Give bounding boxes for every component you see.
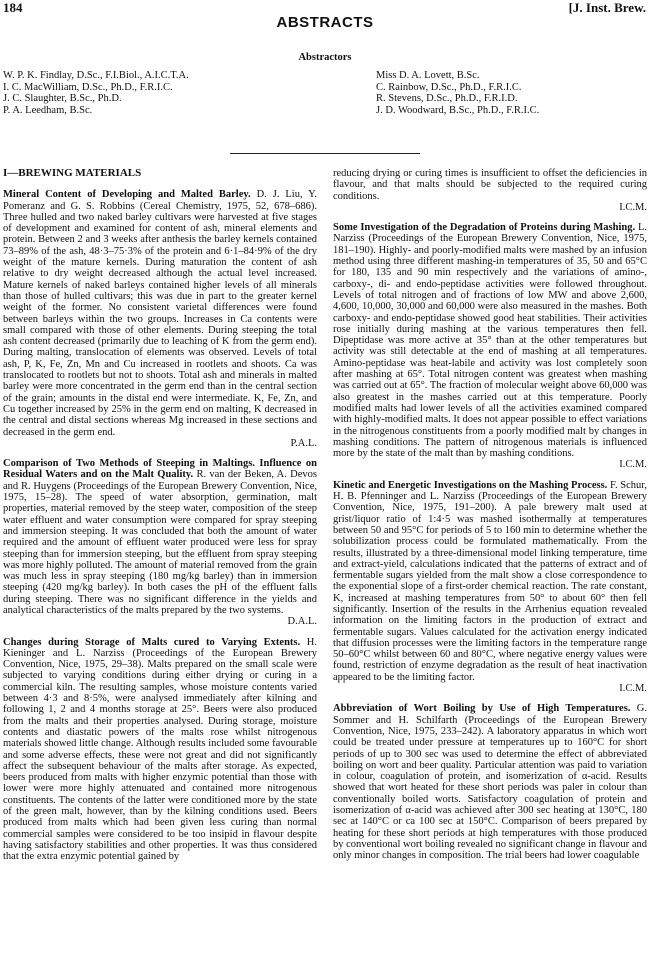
- abstractor-name: I. C. MacWilliam, D.Sc., Ph.D., F.R.I.C.: [3, 81, 173, 93]
- abstract-body: G. Sommer and H. Schilfarth (Proceedings of the European Brewery Convention, Nice, 1975, 233–242). A laboratory apparatus in which wort could be treated under pressure at temperatures up to 160°C for short periods of up to 300 sec was used to determine the effect of abbreviated boiling on wort and beer quality. Particular attention was paid to variation in colour, coagulation of protein, and isomerization of α-acid. Results showed that wort heated for these short periods was paler in colour than conventionally boiled worts. Satisfactory coagulation of protein and isomerization of α-acid was achieved after 300 sec heating at 130°C, 180 sec at 140°C or ca 100 sec at 150°C. Comparison of beers prepared by heating for these short periods at high temperatures with those produced by conventional wort boiling revealed no significant change in flavour and only minor changes in composition. The trial beers had lower coagulable: [333, 703, 648, 862]
- abstract: [333, 703, 647, 861]
- abstract-signature: I.C.M.: [619, 459, 647, 471]
- abstractor-name: J. C. Slaughter, B.Sc., Ph.D.: [3, 93, 122, 104]
- abstractors-right: [376, 70, 539, 116]
- abstract-signature: I.C.M.: [619, 683, 647, 695]
- abstract-body: L. Narziss (Proceedings of the European Brewery Convention, Nice, 1975, 181–190). Highly- and poorly-modified malts were mashed by an infusion method using three different mashing-in temperatures of 35, 50 and 65°C for 180, 135 and 90 min respectively and the variations of amino-, carboxy-, di- and endo-peptidase activities were followed throughout. Levels of total nitrogen and of fractions of low MW and above 2,600, 4,600, 10,000, 30,000 and 60,000 were also measured in the mashes. Both carboxy- and endo-peptidase showed good heat stabilities. Their activities rose initially during mashing at the various temperatures then fell. Dipeptidase was more active at 35° than at the other temperatures but activity was still detectable at the end of mashing at all temperatures. Amino-peptidase was heat-labile and activity was lost completely soon after mashing at 65°. Total nitrogen content was greatest when mashing was carried out at 65°. The fraction of molecular weight above 60,000 was also greatest in the mashes carried out at this temperature. Poorly modified malts had lower levels of all the activities examined compared with highly-modified malts. It does not appear possible to effect variations in the nitrogenous constituents from a poorly modified malt by changes in mashing conditions. The pattern of nitrogenous materials is influenced more by the state of the malt than by mashing conditions.: [333, 222, 647, 460]
- abstract-title: Changes during Storage of Malts cured to Varying Extents.: [3, 636, 301, 648]
- abstract: [3, 637, 317, 863]
- abstract-title: Abbreviation of Wort Boiling by Use of High Temperatures.: [333, 703, 631, 715]
- abstract: [3, 458, 317, 627]
- abstract-signature: I.C.M.: [619, 201, 647, 213]
- left-column: [3, 168, 317, 872]
- abstract-body: D. J. Liu, Y. Pomeranz and G. S. Robbins (Cereal Chemistry, 1975, 52, 678–686). Three hulled and two naked barley cultivars were harvested at five stages of development and examined for content of ash, mineral elements and protein. Between 2 and 3 weeks after anthesis the barley kernels contained 73–89% of the ash, 48·3–75·3% of the protein and 6·1–84·9% of the dry weight of the mature kernels. During maturation the content of ash relative to dry weight decreased although the actual level increased. Mature kernels of naked barleys contained higher levels of all minerals than those of hulled cultivars; this was due in part to the greater kernel weight of the former. No consistent varietal differences were found between barleys within the two groups. Increases in Ca contents were small compared with those of other elements. During steeping the total ash content decreased (primarily due to leaching of K from the germ end). During malting, translocation of elements was observed. Levels of total ash, P, K, Fe, Zn, Mn and Cu increased in rootlets and shoots. Ca was translocated to rootlets but not to shoots. Total ash and minerals in malted barley were more concentrated in the germ end than in the central section of the grain; amounts in the distal end were intermediate. K, Fe, Zn, and Cu together increased by 25% in the germ end on malting, K decreased in the central and distal sections whereas Mg increased in these sections and decreased in the germ end.: [3, 189, 317, 438]
- abstract-body: H. Kieninger and L. Narziss (Proceedings of the European Brewery Convention, Nice, 1975, 29–38). Malts prepared on the small scale were subjected to varying conditions during either drying or curing in a commercial kiln. The resulting samples, whose moisture contents varied between 4·3 and 8·5%, were analysed immediately after kilning and following 1, 2 and 4 months storage at 25°. Beers were also produced from the malts and their properties analysed. During storage, moisture contents and diastatic powers of the malts rose whilst nitrogenous materials showed little change. Although results included some favourable and some adverse effects, these were not great and did not significantly affect the subsequent behaviour of the malts after storage. As expected, beers produced from malts with higher enzymic potential than those with lower were more highly attenuated and contained more nitrogenous constituents. The contents of the latter were conditioned more by the state of the green malt, however, than by the kilning conditions used. Beers produced from malts which had been given less curing than normal commercial samples were considered to be too insipid in flavour despite having satisfactory stabilities and other properties. It was thus considered that the extra enzymic potential gained by: [3, 636, 317, 863]
- abstractors-label: Abstractors: [298, 52, 352, 63]
- section-heading: I—BREWING MATERIALS: [3, 167, 142, 179]
- abstractor-name: W. P. K. Findlay, D.Sc., F.I.Biol., A.I.C.T.A.: [3, 70, 189, 81]
- divider: [230, 153, 420, 154]
- abstract: [333, 222, 647, 471]
- abstract-signature: P.A.L.: [290, 437, 317, 449]
- abstractor-name: Miss D. A. Lovett, B.Sc.: [376, 70, 480, 81]
- page-number: 184: [3, 0, 23, 15]
- abstract-title: Some Investigation of the Degradation of Proteins during Mashing.: [333, 222, 636, 234]
- abstractor-name: C. Rainbow, D.Sc., Ph.D., F.R.I.C.: [376, 81, 522, 93]
- abstract-title: Kinetic and Energetic Investigations on the Mashing Process.: [333, 479, 608, 491]
- journal-name: [J. Inst. Brew.: [568, 0, 646, 15]
- abstract-title: Mineral Content of Developing and Malted Barley.: [3, 189, 251, 201]
- abstract: [333, 480, 647, 695]
- abstract-body: R. van der Beken, A. Devos and R. Huygens (Proceedings of the European Brewery Convention, Nice, 1975, 15–28). The speed of water absorption, germination, malt properties, material removed by the steep water, composition of the steep water effluent and water consumption were compared for spray steeping and immersion steeping. It was concluded that both the amount of water required and the amount of effluent water produced were less for spray steeping than for immersion steeping, but the effluent from spray steeping was more highly polluted. The amount of material removed from the grain was much less in spray steeping (180 mg/kg barley) than in immersion steeping (420 mg/kg barley). In both cases the pH of the effluent falls during steeping. There was no significant difference in the yields and analytical characteristics of the malts prepared by the two systems.: [3, 469, 318, 616]
- abstractor-name: J. D. Woodward, B.Sc., Ph.D., F.R.I.C.: [376, 104, 540, 116]
- page-title: ABSTRACTS: [276, 14, 374, 31]
- abstract-body: F. Schur, H. B. Pfenninger and L. Narziss (Proceedings of the European Brewery Convention, Nice, 1975, 191–200). A pale brewery malt used at grist/liquor ratio of 1:4·5 was mashed isothermally at temperatures between 50 and 95°C for periods of 5 to 160 min to determine whether the solubilization process could be formulated mathematically. From the results, illustrated by a three-dimensional model linking temperature, time and extract-yield, calculations indicated that the patterns of extract and of fermentable sugars yielded from the malt show a close correspondence to the exponential slope of a first-order chemical reaction. The rate constant, K, increased at mashing temperatures from 50° to about 60° then fell significantly. Insertion of the results in the Arrhenius equation revealed information on the limiting factors in the production of extract and fermentable sugars. Values calculated for the activation energy indicated that diffusion processes were the limiting factors in the temperature range 50–60°C whilst between 60 and 80°C, where negative energy values were found, restriction of enzyme degradation as the result of heat inactivation appeared to be the limiting factor.: [333, 479, 647, 683]
- right-column: [333, 168, 647, 871]
- abstractor-name: P. A. Leedham, B.Sc.: [3, 104, 93, 116]
- abstractor-name: R. Stevens, D.Sc., Ph.D., F.R.I.D.: [376, 93, 518, 104]
- abstract: [3, 189, 317, 449]
- abstract-continuation: [333, 168, 647, 213]
- abstractors-left: [3, 70, 189, 116]
- abstract-body: reducing drying or curing times is insufficient to offset the deficiencies in flavour, and that malts should be subjected to the required curing conditions.: [333, 168, 647, 202]
- abstract-signature: D.A.L.: [287, 616, 317, 628]
- abstract-title: Comparison of Two Methods of Steeping in Maltings. Influence on Residual Waters and on the Malt Quality.: [3, 458, 317, 481]
